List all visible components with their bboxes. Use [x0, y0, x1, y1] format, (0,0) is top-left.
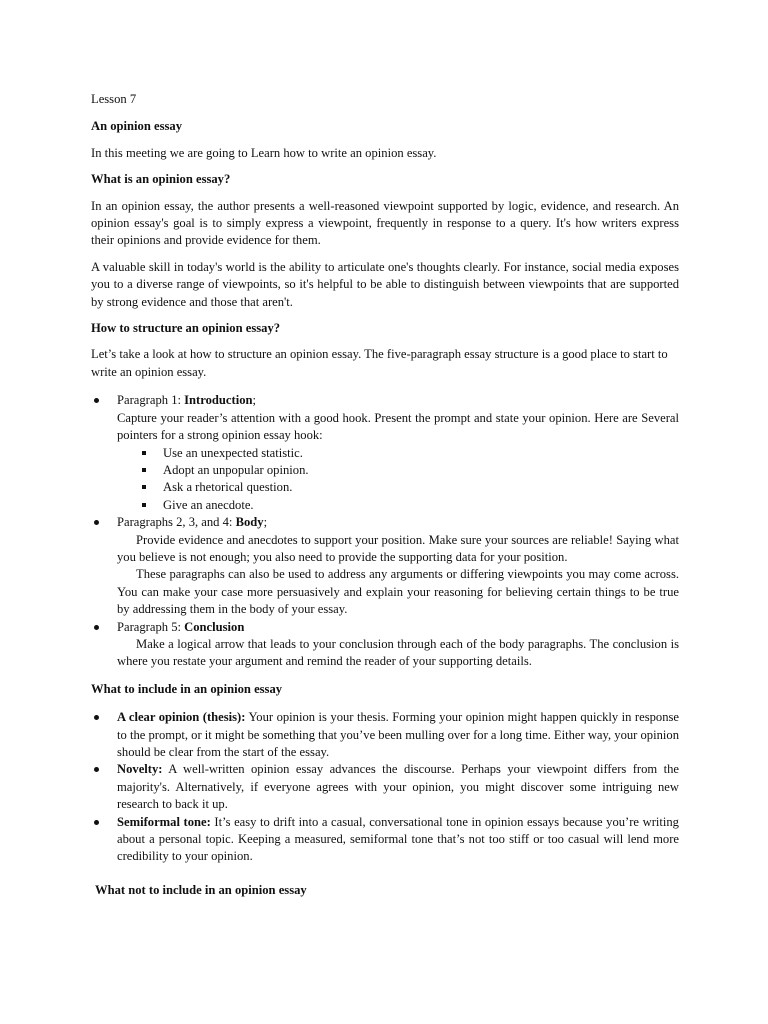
- square-bullet-icon: [142, 451, 146, 455]
- lesson-label: Lesson 7: [91, 92, 137, 106]
- section-heading-exclude: What not to include in an opinion essay: [95, 882, 307, 897]
- bullet-icon: [94, 625, 99, 630]
- sub-item-text: Adopt an unpopular opinion.: [163, 462, 309, 477]
- structure-list: [91, 392, 679, 671]
- item-text: A well-written opinion essay advances the discourse. Perhaps your viewpoint differs from the majority's. Alternatively, if everyone agrees with your opinion, you might discover some intriguing new research to back it up.: [117, 762, 679, 812]
- bullet-icon: [94, 398, 99, 403]
- item-text: These paragraphs can also be used to address any arguments or differing viewpoints you may come across. You can make your case more persuasively and explain your reasoning for believing certain things to be true by addressing them in the body of your essay.: [117, 567, 679, 617]
- square-bullet-icon: [142, 468, 146, 472]
- section-heading-what-is: What is an opinion essay?: [91, 172, 231, 187]
- item-bold-label: Conclusion: [184, 619, 245, 634]
- include-list: [91, 709, 679, 866]
- section-heading-include: What to include in an opinion essay: [91, 681, 283, 696]
- item-bold-label: Semiformal tone:: [117, 814, 211, 829]
- item-suffix: ;: [252, 393, 257, 408]
- item-bold-label: A clear opinion (thesis):: [117, 710, 246, 725]
- hook-pointer-list: [117, 445, 679, 515]
- item-bold-label: Body: [235, 515, 264, 530]
- square-bullet-icon: [142, 503, 146, 507]
- item-suffix: ;: [263, 515, 268, 530]
- structure-intro-paragraph: Let’s take a look at how to structure an opinion essay. The five-paragraph essay structure is a good place to start to write an opinion essay.: [91, 347, 668, 379]
- item-label: Paragraphs 2, 3, and 4:: [117, 515, 236, 530]
- item-text: Your opinion is your thesis. Forming your opinion might happen quickly in response to the prompt, or it might be something that you’ve been mulling over for a long time. Either way, your opinion should be clear from the start of the essay.: [117, 710, 679, 759]
- sub-item-text: Use an unexpected statistic.: [163, 445, 303, 460]
- sub-item-text: Ask a rhetorical question.: [163, 480, 293, 495]
- document-title: An opinion essay: [91, 119, 182, 134]
- square-bullet-icon: [142, 485, 146, 489]
- intro-paragraph: In this meeting we are going to Learn how to write an opinion essay.: [91, 145, 437, 160]
- section-heading-structure: How to structure an opinion essay?: [91, 321, 281, 336]
- item-text: Provide evidence and anecdotes to support your position. Make sure your sources are reliable! Saying what you believe is not enough; you also need to provide the supporting data for your position.: [117, 532, 679, 564]
- item-text: Make a logical arrow that leads to your conclusion through each of the body paragraphs. The conclusion is where you restate your argument and remind the reader of your supporting details.: [117, 636, 679, 669]
- item-label: Paragraph 5:: [117, 619, 185, 634]
- list-item: [117, 462, 679, 479]
- bullet-icon: [94, 715, 99, 720]
- document-body: [91, 91, 679, 899]
- item-text: It’s easy to drift into a casual, conversational tone in opinion essays because you’re writing about a personal topic. Keeping a measured, semiformal tone that’s not too stiff or too casual will lend more credibility to your opinion.: [117, 814, 679, 864]
- list-item: [91, 709, 679, 761]
- skill-paragraph: A valuable skill in today's world is the ability to articulate one's thoughts clearly. For instance, social media exposes you to a diverse range of viewpoints, so it's helpful to be able to distinguish between viewpoints that are supported by strong evidence and those that aren't.: [91, 259, 679, 309]
- definition-paragraph: In an opinion essay, the author presents a well-reasoned viewpoint supported by logic, evidence, and research. An opinion essay's goal is to simply express a viewpoint, frequently in response to a query. It's how writers express their opinions and provide evidence for them.: [91, 198, 679, 248]
- bullet-icon: [94, 520, 99, 525]
- bullet-icon: [94, 767, 99, 772]
- list-item: [117, 497, 679, 514]
- item-label: Paragraph 1:: [117, 393, 185, 408]
- list-item: [117, 445, 679, 462]
- item-bold-label: Novelty:: [117, 762, 163, 777]
- list-item: [117, 479, 679, 496]
- list-item: [91, 392, 679, 514]
- item-text: Capture your reader’s attention with a good hook. Present the prompt and state your opinion. Here are Several pointers for a strong opinion essay hook:: [117, 410, 679, 443]
- list-item: [91, 514, 679, 618]
- list-item: [91, 814, 679, 866]
- list-item: [91, 761, 679, 813]
- sub-item-text: Give an anecdote.: [163, 497, 254, 512]
- item-bold-label: Introduction: [184, 393, 253, 408]
- list-item: [91, 619, 679, 671]
- bullet-icon: [94, 820, 99, 825]
